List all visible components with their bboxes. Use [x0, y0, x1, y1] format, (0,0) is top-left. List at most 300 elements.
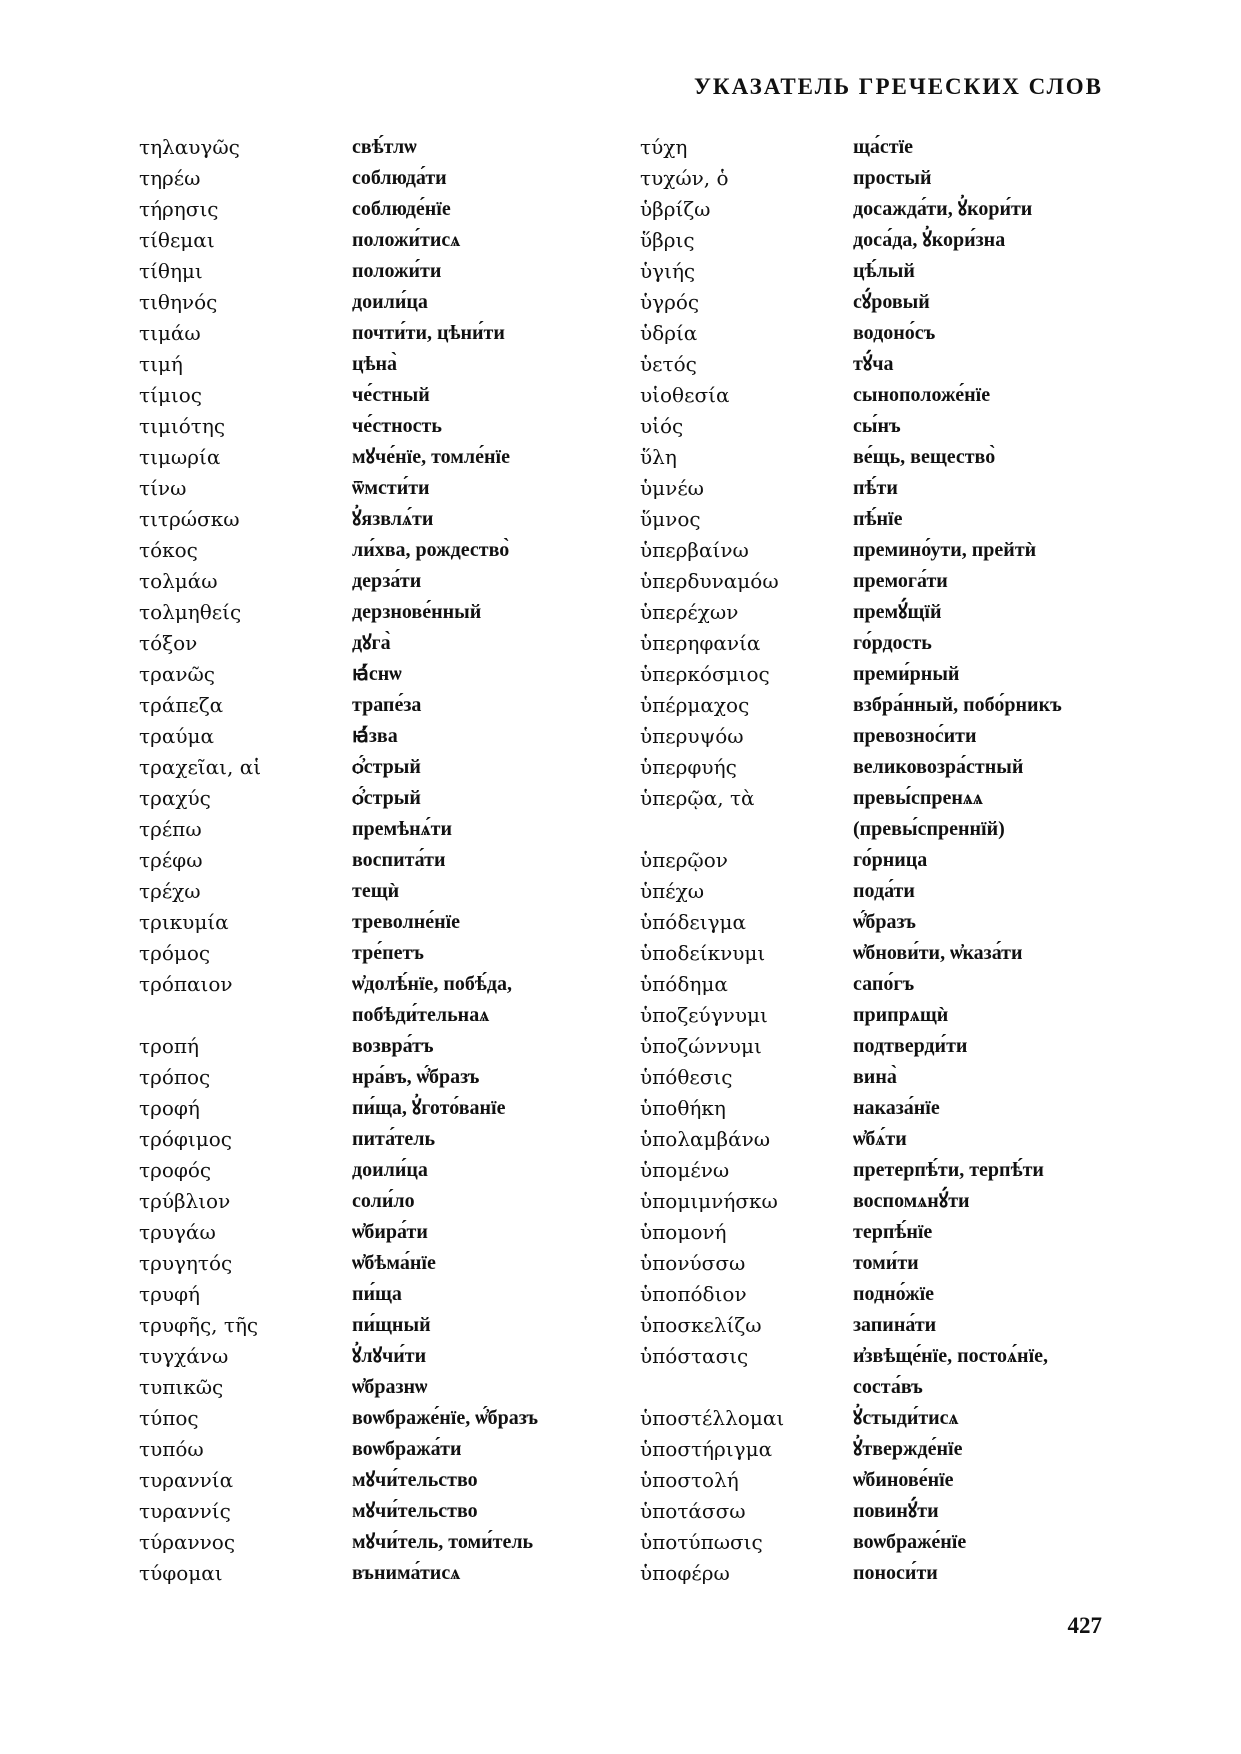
index-entry: [139, 659, 607, 690]
greek-word: ὑπομένω: [640, 1158, 730, 1182]
greek-word: τρέπω: [139, 817, 202, 841]
index-entry: [139, 1496, 607, 1527]
slavonic-line: трапе́за: [352, 694, 422, 716]
greek-word: ὕβρις: [640, 228, 695, 252]
slavonic-translation: [853, 349, 1108, 380]
index-entry: [139, 287, 607, 318]
slavonic-line: ꙗ҆́зва: [352, 725, 398, 747]
index-entry: [640, 535, 1108, 566]
index-entry: [139, 442, 607, 473]
index-entry: [139, 1527, 607, 1558]
greek-word: τροφός: [139, 1158, 212, 1182]
page-number: 427: [1067, 1613, 1102, 1638]
slavonic-translation: [352, 1496, 607, 1527]
index-entry: [139, 1062, 607, 1093]
slavonic-line: ѿмсти́ти: [352, 477, 430, 499]
index-entry: [640, 597, 1108, 628]
slavonic-translation: [352, 1186, 607, 1217]
slavonic-translation: [853, 1527, 1108, 1558]
slavonic-line: и҆звѣще́нїе, постоѧ́нїе,: [853, 1345, 1048, 1367]
slavonic-translation: [352, 1093, 607, 1124]
index-entry: [139, 907, 607, 938]
greek-word: τύραννος: [139, 1530, 236, 1554]
index-entry: [139, 132, 607, 163]
greek-word: τίθεμαι: [139, 228, 215, 252]
greek-word: τιτρώσκω: [139, 507, 240, 531]
slavonic-line: тꙋ́ча: [853, 353, 894, 375]
index-entry: [139, 1310, 607, 1341]
slavonic-translation: [352, 1465, 607, 1496]
slavonic-line: мꙋче́нїе, томле́нїе: [352, 446, 510, 468]
slavonic-translation: [853, 194, 1108, 225]
slavonic-translation: [853, 628, 1108, 659]
index-entry: [139, 194, 607, 225]
index-entry: [640, 1062, 1108, 1093]
index-entry: [640, 380, 1108, 411]
greek-word: ὑδρία: [640, 321, 698, 345]
slavonic-translation: [853, 1124, 1108, 1155]
slavonic-line: соли́ло: [352, 1190, 415, 1212]
slavonic-translation: [853, 938, 1108, 969]
slavonic-translation: [853, 1155, 1108, 1186]
greek-word: ὑβρίζω: [640, 197, 711, 221]
slavonic-line: че́стность: [352, 415, 442, 437]
slavonic-line: ве́щь, вещество̀: [853, 446, 996, 468]
greek-word: ὑπερυψόω: [640, 724, 744, 748]
slavonic-line: сапо́гъ: [853, 973, 915, 995]
greek-word: τιμάω: [139, 321, 201, 345]
greek-word: τρόπαιον: [139, 972, 233, 996]
index-entry: [640, 1496, 1108, 1527]
slavonic-translation: [853, 1434, 1108, 1465]
slavonic-translation: [352, 535, 607, 566]
slavonic-translation: [352, 1558, 607, 1589]
greek-word: τίνω: [139, 476, 187, 500]
slavonic-translation: [853, 1310, 1108, 1341]
slavonic-line: пѣ́ти: [853, 477, 898, 499]
slavonic-line: воспомѧнꙋ́ти: [853, 1190, 970, 1212]
greek-word: ὑποδείκνυμι: [640, 941, 766, 965]
slavonic-line: ꙋ҆твержде́нїе: [853, 1438, 963, 1460]
slavonic-translation: [352, 566, 607, 597]
slavonic-line: водоно́съ: [853, 322, 936, 344]
index-entry: [139, 845, 607, 876]
slavonic-translation: [853, 690, 1108, 721]
greek-word: ὑπολαμβάνω: [640, 1127, 771, 1151]
greek-word: τιθηνός: [139, 290, 218, 314]
index-entry: [640, 1124, 1108, 1155]
slavonic-translation: [853, 1279, 1108, 1310]
slavonic-translation: [352, 752, 607, 783]
index-entry: [640, 845, 1108, 876]
slavonic-line: положи́ти: [352, 260, 442, 282]
greek-word: τροπή: [139, 1034, 199, 1058]
slavonic-translation: [853, 969, 1108, 1000]
index-entry: [139, 597, 607, 628]
greek-word: τρυγάω: [139, 1220, 216, 1244]
index-entry: [640, 1155, 1108, 1186]
greek-word: τυπικῶς: [139, 1375, 224, 1399]
greek-word: τυπόω: [139, 1437, 204, 1461]
greek-word: ὑπομιμνήσκω: [640, 1189, 778, 1213]
index-entry: [640, 349, 1108, 380]
index-entry: [139, 411, 607, 442]
slavonic-translation: [352, 938, 607, 969]
slavonic-translation: [352, 504, 607, 535]
index-entry: [139, 1341, 607, 1372]
slavonic-line: претерпѣ́ти, терпѣ́ти: [853, 1159, 1044, 1181]
index-entry: [640, 752, 1108, 783]
slavonic-translation: [853, 1031, 1108, 1062]
greek-word: ὑπερηφανία: [640, 631, 761, 655]
slavonic-translation: [352, 907, 607, 938]
index-entry: [640, 628, 1108, 659]
slavonic-line: мꙋчи́тель, томи́тель: [352, 1531, 534, 1553]
slavonic-translation: [352, 194, 607, 225]
slavonic-line: воспита́ти: [352, 849, 446, 871]
greek-word: ὑπερέχων: [640, 600, 739, 624]
index-entry: [139, 349, 607, 380]
slavonic-line: че́стный: [352, 384, 430, 406]
index-entry: [139, 1279, 607, 1310]
index-entry: [139, 690, 607, 721]
slavonic-translation: [352, 783, 607, 814]
index-entry: [139, 721, 607, 752]
index-entry: [139, 814, 607, 845]
slavonic-translation: [352, 473, 607, 504]
slavonic-translation: [352, 225, 607, 256]
index-entry: [640, 1031, 1108, 1062]
slavonic-translation: [853, 1465, 1108, 1496]
slavonic-line: воѡбраже́нїе, ѡ҆́бразъ: [352, 1407, 539, 1429]
greek-word: ὑπομονή: [640, 1220, 727, 1244]
slavonic-translation: [352, 1124, 607, 1155]
greek-word: τρέφω: [139, 848, 203, 872]
slavonic-line: подно́жїе: [853, 1283, 935, 1305]
slavonic-line: премѣнѧ́ти: [352, 818, 453, 840]
greek-word: ὑποζεύγνυμι: [640, 1003, 768, 1027]
slavonic-translation: [853, 256, 1108, 287]
slavonic-line: дꙋга̀: [352, 632, 391, 654]
greek-word: τυχών, ὁ: [640, 166, 729, 190]
index-entry: [139, 1124, 607, 1155]
slavonic-line: го́рдость: [853, 632, 932, 654]
slavonic-translation: [352, 1434, 607, 1465]
slavonic-translation: [352, 1527, 607, 1558]
slavonic-line: досажда́ти, ꙋ҆кори́ти: [853, 198, 1033, 220]
index-entry: [640, 1279, 1108, 1310]
slavonic-translation: [853, 535, 1108, 566]
index-entry: [139, 1155, 607, 1186]
slavonic-line: возвра́тъ: [352, 1035, 434, 1057]
slavonic-translation: [853, 442, 1108, 473]
greek-word: τρικυμία: [139, 910, 229, 934]
slavonic-line: томи́ти: [853, 1252, 919, 1274]
slavonic-translation: [352, 659, 607, 690]
slavonic-line: пи́ща, ꙋ҆гото́ванїе: [352, 1097, 506, 1119]
slavonic-line: цѣна̀: [352, 353, 398, 375]
index-entry: [640, 566, 1108, 597]
greek-word: τιμιότης: [139, 414, 226, 438]
slavonic-line: подтверди́ти: [853, 1035, 968, 1057]
greek-word: ὑπερῷα, τὰ: [640, 786, 755, 810]
slavonic-line: доса́да, ꙋ҆кори́зна: [853, 229, 1006, 251]
slavonic-line: тещѝ: [352, 880, 400, 902]
greek-word: ὑποπόδιον: [640, 1282, 747, 1306]
slavonic-line: цѣ́лый: [853, 260, 915, 282]
greek-word: ὑπέχω: [640, 879, 705, 903]
slavonic-line: почти́ти, цѣни́ти: [352, 322, 505, 344]
slavonic-translation: [853, 1496, 1108, 1527]
index-entry: [139, 1558, 607, 1589]
greek-word: τραχεῖαι, αἱ: [139, 755, 262, 779]
slavonic-translation: [853, 163, 1108, 194]
greek-word: τρόπος: [139, 1065, 211, 1089]
index-entry: [139, 504, 607, 535]
slavonic-line: ꙋ҆стыди́тисѧ: [853, 1407, 959, 1429]
slavonic-line: положи́тисѧ: [352, 229, 461, 251]
index-entry: [640, 1558, 1108, 1589]
index-entry: [139, 752, 607, 783]
slavonic-translation: [352, 349, 607, 380]
greek-word: ὑποτύπωσις: [640, 1530, 763, 1554]
index-entry: [139, 163, 607, 194]
greek-word: τραχύς: [139, 786, 211, 810]
index-entry: [640, 1341, 1108, 1403]
index-entry: [139, 628, 607, 659]
greek-word: ὑπερκόσμιος: [640, 662, 770, 686]
greek-word: τρόφιμος: [139, 1127, 232, 1151]
slavonic-line: превы́спренѧѧ: [853, 787, 983, 809]
slavonic-translation: [853, 1217, 1108, 1248]
greek-word: ὑποζώννυμι: [640, 1034, 762, 1058]
greek-word: ὑπερφυής: [640, 755, 737, 779]
slavonic-line: дерзнове́нный: [352, 601, 482, 623]
index-entry: [139, 1248, 607, 1279]
index-entry: [139, 1403, 607, 1434]
greek-word: ὑποστέλλομαι: [640, 1406, 785, 1430]
slavonic-translation: [853, 1093, 1108, 1124]
slavonic-translation: [352, 1248, 607, 1279]
slavonic-line: ѻ҆́стрый: [352, 787, 421, 809]
greek-word: υἱοθεσία: [640, 383, 730, 407]
greek-word: ὕλη: [640, 445, 677, 469]
index-entry: [139, 566, 607, 597]
greek-word: τυγχάνω: [139, 1344, 229, 1368]
slavonic-line: соблюда́ти: [352, 167, 447, 189]
index-entry: [640, 132, 1108, 163]
slavonic-translation: [352, 1062, 607, 1093]
index-entry: [640, 1527, 1108, 1558]
greek-word: τράπεζα: [139, 693, 224, 717]
slavonic-translation: [853, 721, 1108, 752]
index-entry: [640, 442, 1108, 473]
running-header: УКАЗАТЕЛЬ ГРЕЧЕСКИХ СЛОВ: [694, 74, 1103, 99]
index-entry: [640, 1310, 1108, 1341]
greek-word: τυραννίς: [139, 1499, 231, 1523]
greek-word: ὑπέρμαχος: [640, 693, 750, 717]
slavonic-line: вънима́тисѧ: [352, 1562, 461, 1584]
slavonic-translation: [853, 380, 1108, 411]
greek-word: τρανῶς: [139, 662, 215, 686]
slavonic-translation: [853, 132, 1108, 163]
slavonic-translation: [352, 1310, 607, 1341]
index-entry: [640, 1093, 1108, 1124]
greek-word: ὑπερδυναμόω: [640, 569, 779, 593]
slavonic-translation: [352, 876, 607, 907]
slavonic-translation: [352, 256, 607, 287]
slavonic-translation: [853, 225, 1108, 256]
index-entry: [139, 1186, 607, 1217]
slavonic-line: мꙋчи́тельство: [352, 1500, 478, 1522]
index-entry: [139, 1217, 607, 1248]
slavonic-line: преми́рный: [853, 663, 960, 685]
slavonic-line: ꙋ҆язвлѧ́ти: [352, 508, 434, 530]
slavonic-line: мꙋчи́тельство: [352, 1469, 478, 1491]
slavonic-translation: [352, 318, 607, 349]
slavonic-line: сы́нъ: [853, 415, 901, 437]
index-entry: [139, 535, 607, 566]
slavonic-line: ща́стїе: [853, 136, 914, 158]
greek-word: ὑποφέρω: [640, 1561, 730, 1585]
slavonic-line: запина́ти: [853, 1314, 937, 1336]
greek-word: ὑμνέω: [640, 476, 704, 500]
greek-word: τηρέω: [139, 166, 201, 190]
index-entry: [640, 194, 1108, 225]
slavonic-line: вина̀: [853, 1066, 897, 1088]
slavonic-translation: [853, 1062, 1108, 1093]
slavonic-line: поноси́ти: [853, 1562, 938, 1584]
slavonic-line: ѡ҆́бразъ: [853, 911, 916, 933]
slavonic-translation: [853, 659, 1108, 690]
slavonic-line: ѡ҆бнови́ти, ѡ҆каза́ти: [853, 942, 1023, 964]
slavonic-line: ѡ҆бира́ти: [352, 1221, 428, 1243]
slavonic-line: пита́тель: [352, 1128, 436, 1150]
greek-word: ὑπονύσσω: [640, 1251, 746, 1275]
greek-word: ὑποθήκη: [640, 1096, 726, 1120]
greek-word: τρύβλιον: [139, 1189, 231, 1213]
slavonic-translation: [352, 845, 607, 876]
index-entry: [640, 256, 1108, 287]
slavonic-line: (превы́спреннїй): [853, 818, 1005, 840]
greek-word: ὑπερβαίνω: [640, 538, 749, 562]
slavonic-line: ѡ҆бѧ́ти: [853, 1128, 907, 1150]
greek-word: τρόμος: [139, 941, 211, 965]
index-entry: [139, 256, 607, 287]
index-entry: [640, 1465, 1108, 1496]
slavonic-translation: [853, 411, 1108, 442]
slavonic-line: соста́въ: [853, 1376, 923, 1398]
slavonic-line: пи́ща: [352, 1283, 402, 1305]
index-entry: [139, 1434, 607, 1465]
slavonic-line: воѡбраже́нїе: [853, 1531, 967, 1553]
index-entry: [640, 969, 1108, 1000]
index-entry: [640, 690, 1108, 721]
greek-word: τροφή: [139, 1096, 200, 1120]
index-entry: [640, 318, 1108, 349]
greek-word: ὑπόδημα: [640, 972, 728, 996]
slavonic-translation: [352, 163, 607, 194]
slavonic-line: повинꙋ́ти: [853, 1500, 939, 1522]
slavonic-translation: [352, 721, 607, 752]
index-entry: [640, 287, 1108, 318]
slavonic-translation: [352, 690, 607, 721]
slavonic-line: доили́ца: [352, 1159, 428, 1181]
slavonic-translation: [853, 566, 1108, 597]
greek-word: ὑγρός: [640, 290, 700, 314]
slavonic-translation: [352, 1279, 607, 1310]
slavonic-translation: [853, 783, 1108, 845]
slavonic-translation: [352, 287, 607, 318]
slavonic-line: воѡбража́ти: [352, 1438, 462, 1460]
slavonic-translation: [352, 1403, 607, 1434]
index-entry: [640, 783, 1108, 845]
slavonic-line: дерза́ти: [352, 570, 422, 592]
greek-word: τραύμα: [139, 724, 214, 748]
slavonic-line: великовозра́стный: [853, 756, 1024, 778]
slavonic-line: доили́ца: [352, 291, 428, 313]
index-columns: [139, 132, 1119, 1592]
index-entry: [139, 783, 607, 814]
slavonic-line: ѡ҆долѣ́нїе, побѣ́да,: [352, 973, 513, 995]
greek-word: ὑποτάσσω: [640, 1499, 746, 1523]
slavonic-line: припрѧщѝ: [853, 1004, 949, 1026]
slavonic-translation: [352, 1155, 607, 1186]
greek-word: ὑπόδειγμα: [640, 910, 747, 934]
index-entry: [640, 1403, 1108, 1434]
greek-word: τίθημι: [139, 259, 203, 283]
index-entry: [139, 1031, 607, 1062]
index-entry: [640, 1000, 1108, 1031]
index-entry: [640, 1248, 1108, 1279]
greek-word: τιμή: [139, 352, 183, 376]
slavonic-line: свѣ́тлѡ: [352, 136, 417, 158]
greek-word: τιμωρία: [139, 445, 221, 469]
greek-word: ὑγιής: [640, 259, 696, 283]
slavonic-line: ꙋ҆лꙋчи́ти: [352, 1345, 427, 1367]
slavonic-translation: [853, 473, 1108, 504]
greek-word: τήρησις: [139, 197, 219, 221]
greek-word: τηλαυγῶς: [139, 135, 240, 159]
index-entry: [640, 1186, 1108, 1217]
index-entry: [640, 876, 1108, 907]
index-entry: [640, 907, 1108, 938]
slavonic-translation: [853, 1000, 1108, 1031]
slavonic-line: ꙗ҆́снѡ: [352, 663, 402, 685]
greek-word: τολμάω: [139, 569, 218, 593]
greek-word: τύφομαι: [139, 1561, 223, 1585]
slavonic-translation: [352, 628, 607, 659]
slavonic-line: соблюде́нїе: [352, 198, 451, 220]
slavonic-line: ѻ҆́стрый: [352, 756, 421, 778]
slavonic-line: треволне́нїе: [352, 911, 461, 933]
slavonic-translation: [853, 1341, 1108, 1403]
greek-word: υἱός: [640, 414, 684, 438]
slavonic-translation: [853, 1248, 1108, 1279]
slavonic-line: тре́петъ: [352, 942, 424, 964]
slavonic-line: побѣди́тельнаѧ: [352, 1004, 490, 1026]
index-entry: [640, 411, 1108, 442]
index-entry: [640, 659, 1108, 690]
greek-word: τρυγητός: [139, 1251, 233, 1275]
greek-word: ὑπόθεσις: [640, 1065, 733, 1089]
left-index-column: [139, 132, 607, 1589]
index-entry: [139, 225, 607, 256]
slavonic-translation: [853, 845, 1108, 876]
slavonic-line: ѡ҆бинове́нїе: [853, 1469, 954, 1491]
slavonic-line: нра́въ, ѡ҆́бразъ: [352, 1066, 480, 1088]
greek-word: τυραννία: [139, 1468, 234, 1492]
